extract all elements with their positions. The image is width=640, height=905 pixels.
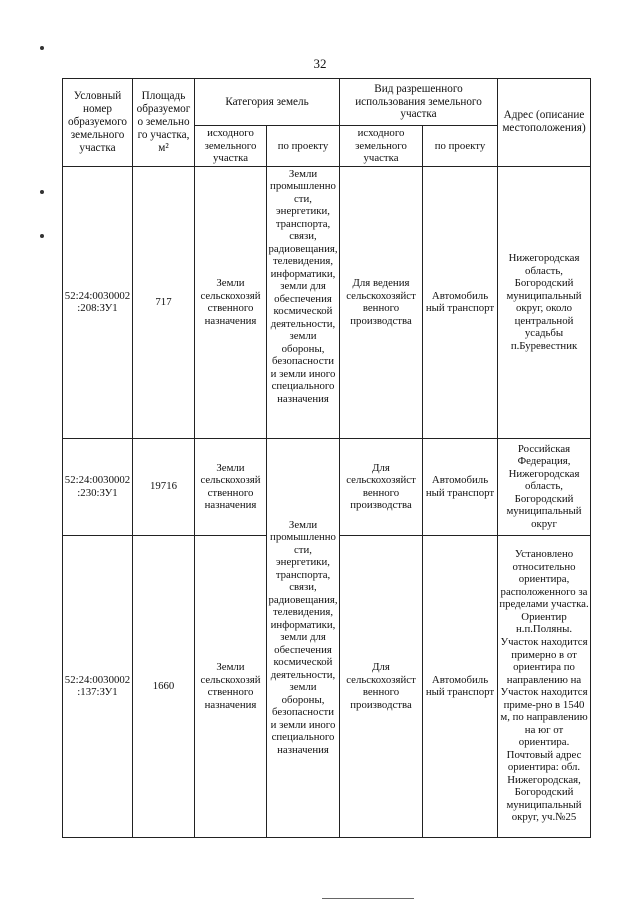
margin-dot: [40, 190, 44, 194]
header-land-category: Категория земель: [195, 79, 340, 126]
cell-category-source: Земли сельскохозяй ственного назначения: [195, 438, 267, 535]
cell-address: Нижегородская область, Богородский муниципальный округ, около центральной усадьбы п.Буревестник: [498, 166, 591, 438]
cell-plot-area: 1660: [133, 535, 195, 837]
header-category-source: исходного земельного участка: [195, 126, 267, 167]
cell-plot-number: 52:24:0030002 :137:ЗУ1: [63, 535, 133, 837]
header-use-source: исходного земельного участка: [340, 126, 423, 167]
table-row: [63, 438, 591, 535]
cell-use-source: Для сельскохозяйст венного производства: [340, 438, 423, 535]
header-use-project: по проекту: [423, 126, 498, 167]
cell-use-project: Автомобиль ный транспорт: [423, 438, 498, 535]
header-permitted-use: Вид разрешенного использования земельного участка: [340, 79, 498, 126]
margin-dot: [40, 234, 44, 238]
table-row: [63, 166, 591, 438]
cell-category-source: Земли сельскохозяй ственного назначения: [195, 535, 267, 837]
page-number: 32: [313, 56, 327, 71]
cell-plot-area: 717: [133, 166, 195, 438]
cell-use-project: Автомобиль ный транспорт: [423, 535, 498, 837]
margin-dot: [40, 46, 44, 50]
header-address: Адрес (описание местоположения): [498, 79, 591, 167]
cell-category-project: Земли промышленно сти, энергетики, транспорта, связи, радиовещания, телевидения, информатики, земли для обеспечения космической деятельности, земли обороны, безопасности и земли иного специального назначения: [267, 166, 340, 438]
cell-address: Установлено относительно ориентира, расположенного за пределами участка. Ориентир н.п.Поляны. Участок находится примерно в от ориентира по направлению на Участок находится приме-рно в 1540 м, по направлению на юг от ориентира. Почтовый адрес ориентира: обл. Нижегородская, Богородский муниципальный округ, уч.№25: [498, 535, 591, 837]
cell-address: Российская Федерация, Нижегородская область, Богородский муниципальный округ: [498, 438, 591, 535]
cell-use-source: Для сельскохозяйст венного производства: [340, 535, 423, 837]
header-category-project: по проекту: [267, 126, 340, 167]
cell-plot-area: 19716: [133, 438, 195, 535]
header-plot-number: Условный номер образуемого земельного участка: [63, 79, 133, 167]
footer-rule: [322, 898, 414, 899]
cell-plot-number: 52:24:0030002 :230:ЗУ1: [63, 438, 133, 535]
cell-plot-number: 52:24:0030002 :208:ЗУ1: [63, 166, 133, 438]
cell-category-project: Земли промышленно сти, энергетики, транспорта, связи, радиовещания, телевидения, информатики, земли для обеспечения космической деятельности, земли обороны, безопасности и земли иного специального назначения: [267, 438, 340, 837]
cell-category-source: Земли сельскохозяй ственного назначения: [195, 166, 267, 438]
cell-use-source: Для ведения сельскохозяйст венного производства: [340, 166, 423, 438]
land-plots-table: [62, 78, 591, 838]
header-plot-area: Площадь образуемого земельно го участка, м²: [133, 79, 195, 167]
cell-use-project: Автомобиль ный транспорт: [423, 166, 498, 438]
